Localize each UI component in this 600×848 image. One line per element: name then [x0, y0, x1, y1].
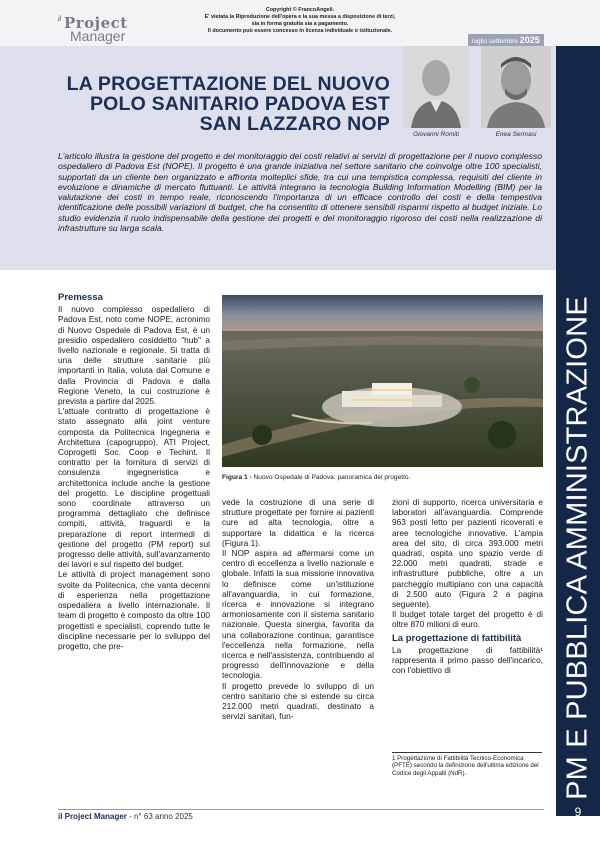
author-photo-romiti	[403, 46, 469, 128]
section-heading: Premessa	[58, 292, 103, 303]
paragraph: Il NOP aspira ad affermarsi come un centro di eccellenza a livello nazionale e globale. Infatti la sua missione innovativa lo definisce come un'istituzione all'avanguardia, in cui formazione, ricerca e innovazione si integrano armoniosamente con il sistema sanitario nazionale. Questa sinergia, favorita da una collaborazione continua, garantisce l'eccellenza nella formazione, nella ricerca e nell'assistenza, contribuendo al progresso dell'innovazione e della tecnologia.	[222, 548, 374, 681]
copyright-notice: Copyright © FrancoAngeli. E' vietata la Riproduzione dell'opera e la sua messa a disposizione di terzi, sia in forma gratuita sia a pagamento. Il documento può essere concesso in licenza individuale o istituzionale.	[204, 7, 396, 34]
page-footer: il Project Manager - n° 63 anno 2025	[58, 812, 193, 821]
column-2	[222, 497, 374, 721]
article-title: LA PROGETTAZIONE DEL NUOVO POLO SANITARIO PADOVA EST SAN LAZZARO NOP	[66, 73, 390, 135]
author-name: Enea Sermasi	[495, 131, 537, 138]
figure-caption: Figura 1 - Nuovo Ospedale di Padova: panoramica del progetto.	[222, 474, 411, 481]
author-photo-sermasi	[481, 46, 551, 128]
column-1	[58, 293, 210, 651]
footer-divider	[58, 809, 544, 810]
section-band-label: PM E PUBBLICA AMMINISTRAZIONE	[561, 296, 594, 800]
paragraph: La progettazione di fattibilità¹ rappresenta il primo passo dell'incarico, con l'obiettivo di	[392, 644, 543, 676]
magazine-logo: il Project Manager	[58, 14, 128, 44]
paragraph: zioni di supporto, ricerca universitaria e laboratori all'avanguardia. Comprende 963 posti letto per pazienti ricoverati e aree tecnologiche innovative. L'ampia area del sito, di circa 393.000 metri quadrati, ospita uno spazio verde di 22.000 metri quadrati, strade e infrastrutture pubbliche, oltre a un parcheggio multipiano con una capacità di 2.500 auto (Figura 2 a pagina seguente).	[392, 497, 543, 610]
paragraph: L'attuale contratto di progettazione è stato assegnato alla joint venture composta da Politecnica Ingegneria e Architettura (capogruppo), ATI Project, Coprogetti Soc. Coop e Techint. Il contratto per la fornitura di servizi di consulenza ingegneristica e architettonica include anche la gestione del progetto. Le discipline progettuali sono coordinate attraverso un programma dettagliato che definisce compiti, attività, traguardi e la preparazione di report intermedi di gestione del progetto (PM report) sul progresso delle attività, sull'avanzamento dei lavori e sul rispetto del budget.	[58, 406, 210, 570]
footnote-divider	[392, 752, 542, 753]
column-3	[392, 497, 543, 675]
article-abstract: L'articolo illustra la gestione del progetto e del monitoraggio dei costi relativi ai servizi di progettazione per il nuovo complesso ospedaliero di Padova Est (NOPE). Il progetto è una grande iniziativa nel settore sanitario che coinvolge oltre 100 specialisti, supportati da un cliente ben organizzato e affronta molteplici sfide, tra cui una tempistica complessa, requisiti del cliente in evoluzione e dinamiche di mercato fluttuanti. Le attività integrano la tecnologia Building Information Modelling (BIM) per la valutazione dei costi in tempo reale, riconoscendo l'importanza di un efficace controllo dei costi e della tempestiva identificazione delle possibili variazioni di budget, che ha consentito di ottenere sensibili risparmi rispetto al budget iniziale. Lo studio evidenzia il ruolo indispensabile della gestione dei progetti e del monitoraggio rigoroso dei costi nella realizzazione di infrastrutture su larga scala.	[58, 151, 542, 234]
author-name: Giovanni Romiti	[413, 131, 459, 138]
paragraph: Il budget totale target del progetto è di oltre 870 milioni di euro.	[392, 609, 543, 630]
paragraph: Le attività di project management sono svolte da Politecnica, che vanta decenni di esperienza nella progettazione ospedaliera a livello internazionale. Il team di progetto è composto da oltre 100 progettisti e specialisti, coprendo tutte le discipline necessarie per lo sviluppo del progetto, che pre-	[58, 569, 210, 651]
figure-1-aerial-photo	[222, 295, 543, 467]
issue-date-badge: luglio settembre 2025	[468, 34, 544, 46]
paragraph: Il progetto prevede lo sviluppo di un centro sanitario che si estende su circa 212.000 metri quadrati, destinato a servizi sanitari, fun-	[222, 680, 374, 722]
footnote: 1 Progettazione di Fattibilità Tecnico-Economica (PFTE) secondo la definizione dell'ultima edizione del Codice degli Appalti (NdR).	[392, 755, 539, 777]
paragraph: Il nuovo complesso ospedaliero di Padova Est, noto come NOPE, acronimo di Nuovo Ospedale di Padova Est, è un presidio ospedaliero cosiddetto "hub" a livello nazionale e regionale. Si tratta di una delle strutture sanitarie più importanti in Italia, voluta dal Comune e dalla Provincia di Padova e dalla Regione Veneto, la cui costruzione è prevista a partire dal 2025.	[58, 304, 210, 407]
section-heading: La progettazione di fattibilità	[392, 632, 522, 644]
paragraph: vede la costruzione di una serie di strutture progettate per fornire ai pazienti cure ad alta tecnologia, oltre a supportare la didattica e la ricerca (Figura 1).	[222, 497, 374, 548]
page-number: 9	[574, 805, 582, 819]
